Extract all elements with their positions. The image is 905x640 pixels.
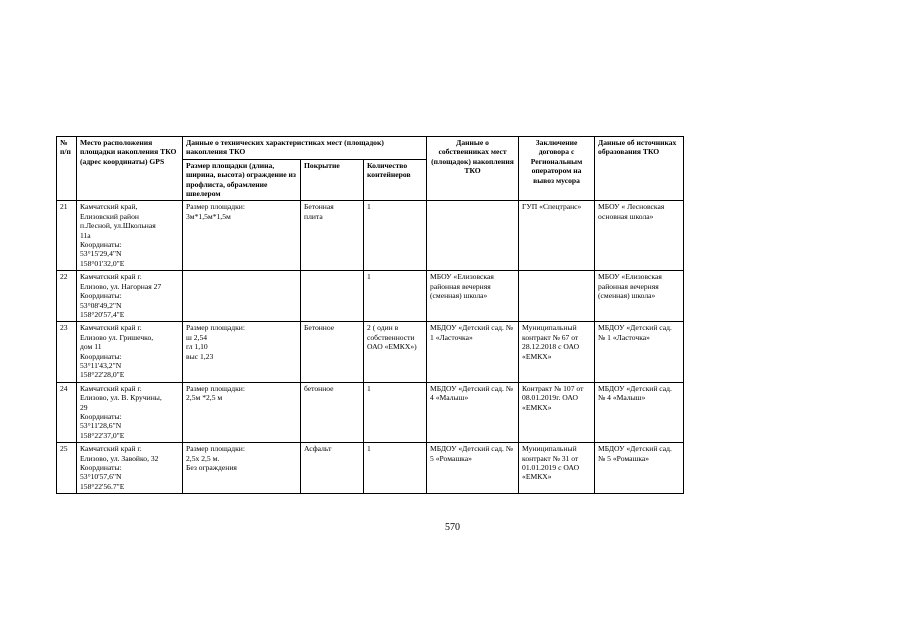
header-owners: Данные о собственниках мест (площадок) накопления ТКО	[427, 137, 519, 201]
header-sources: Данные об источниках образования ТКО	[595, 137, 684, 201]
cell-source: МБДОУ «Детский сад. № 5 «Ромашка»	[595, 443, 684, 494]
cell-count: 2 ( один в собственности ОАО «ЕМКХ»)	[364, 322, 427, 382]
cell-source: МБОУ « Лесновская основная школа»	[595, 201, 684, 271]
cell-owner: МБДОУ «Детский сад. № 1 «Ласточка»	[427, 322, 519, 382]
table-row	[57, 382, 684, 442]
cell-contract	[519, 271, 595, 322]
table-row	[57, 443, 684, 494]
header-num: № п/п	[57, 137, 77, 201]
cell-source: МБДОУ «Детский сад. № 1 «Ласточка»	[595, 322, 684, 382]
cell-num: 21	[57, 201, 77, 271]
cell-owner: МБДОУ «Детский сад. № 5 «Ромашка»	[427, 443, 519, 494]
cell-size: Размер площадки: 3м*1,5м*1,5м	[183, 201, 301, 271]
cell-contract: Контракт № 107 от 08.01.2019г. ОАО «ЕМКХ»	[519, 382, 595, 442]
cell-contract: Муниципальный контракт № 31 от 01.01.2019 с ОАО «ЕМКХ»	[519, 443, 595, 494]
cell-cover: Асфальт	[301, 443, 364, 494]
table-row	[57, 271, 684, 322]
header-contract: Заключение договора с Региональным оператором на вывоз мусора	[519, 137, 595, 201]
cell-owner: МБДОУ «Детский сад. № 4 «Малыш»	[427, 382, 519, 442]
cell-location: Камчатский край г. Елизово, ул. Завойко, 32 Координаты: 53°10'57,6"N 158°22'56.7"E	[77, 443, 183, 494]
page-number: 570	[445, 522, 460, 533]
cell-location: Камчатский край г. Елизово, ул. В. Кручины, 29 Координаты: 53°11'28,6"N 158°22'37,0"E	[77, 382, 183, 442]
cell-num: 25	[57, 443, 77, 494]
cell-num: 22	[57, 271, 77, 322]
cell-count: 1	[364, 382, 427, 442]
cell-contract: ГУП «Спецтранс»	[519, 201, 595, 271]
cell-contract: Муниципальный контракт № 67 от 28.12.2018 с ОАО «ЕМКХ»	[519, 322, 595, 382]
cell-source: МБДОУ «Детский сад. № 4 «Малыш»	[595, 382, 684, 442]
cell-count: 1	[364, 443, 427, 494]
cell-location: Камчатский край г. Елизово ул. Гришечко, дом 11 Координаты: 53°11'43,2"N 158°22'28,0"E	[77, 322, 183, 382]
cell-num: 23	[57, 322, 77, 382]
waste-sites-table	[56, 136, 684, 494]
cell-count: 1	[364, 201, 427, 271]
cell-location: Камчатский край г. Елизово, ул. Нагорная 27 Координаты: 53°08'49,2"N 158°20'57,4"E	[77, 271, 183, 322]
table-row	[57, 322, 684, 382]
cell-cover: Бетонная плита	[301, 201, 364, 271]
cell-cover: Бетонное	[301, 322, 364, 382]
header-location: Место расположения площадки накопления ТКО (адрес координаты) GPS	[77, 137, 183, 201]
cell-count: 1	[364, 271, 427, 322]
cell-source: МБОУ «Елизовская районная вечерняя (сменная) школа»	[595, 271, 684, 322]
cell-num: 24	[57, 382, 77, 442]
cell-size: Размер площадки: 2,5х 2,5 м. Без ограждения	[183, 443, 301, 494]
cell-cover: бетонное	[301, 382, 364, 442]
header-tech-count: Количество контейнеров	[364, 159, 427, 201]
cell-size	[183, 271, 301, 322]
cell-owner: МБОУ «Елизовская районная вечерняя (сменная) школа»	[427, 271, 519, 322]
cell-cover	[301, 271, 364, 322]
table-row	[57, 201, 684, 271]
cell-owner	[427, 201, 519, 271]
header-tech-cover: Покрытие	[301, 159, 364, 201]
cell-location: Камчатский край, Елизовский район п.Лесной, ул.Школьная 11а Координаты: 53°15'29,4"N 158°01'32,0"E	[77, 201, 183, 271]
table-header-row	[57, 137, 684, 160]
cell-size: Размер площадки: 2,5м *2,5 м	[183, 382, 301, 442]
cell-size: Размер площадки: ш 2,54 гл 1,10 выс 1,23	[183, 322, 301, 382]
header-tech: Данные о технических характеристиках мест (площадок) накопления ТКО	[183, 137, 427, 160]
header-tech-size: Размер площадки (длина, ширина, высота) ограждение из профлиста, обрамление швелером	[183, 159, 301, 201]
